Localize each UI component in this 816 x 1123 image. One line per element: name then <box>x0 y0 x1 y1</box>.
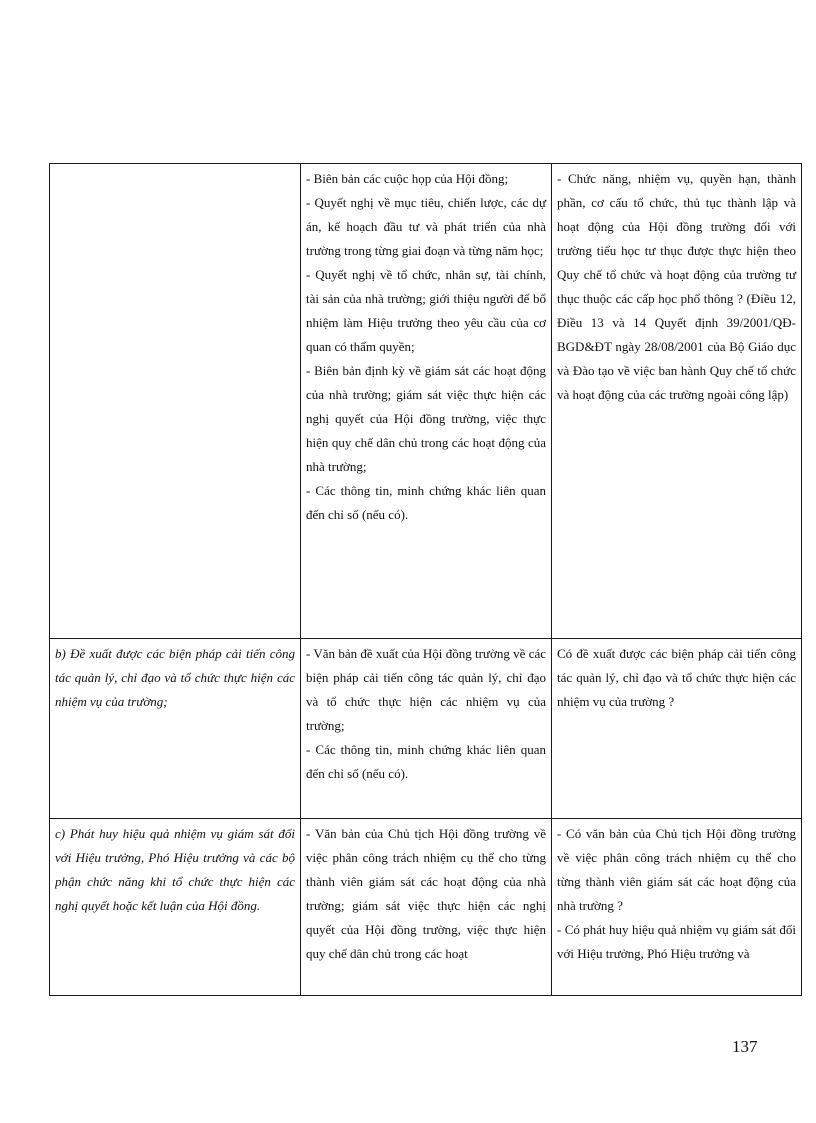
evidence-item: - Biên bản các cuộc họp của Hội đồng; <box>306 171 509 186</box>
criterion-text: c) Phát huy hiệu quả nhiệm vụ giám sát đối với Hiệu trưởng, Phó Hiệu trưởng và các bộ phận chức năng khi tổ chức thực hiện các nghị quyết hoặc kết luận của Hội đồng. <box>55 826 295 913</box>
document-table <box>49 163 802 996</box>
evidence-item: - Quyết nghị về mục tiêu, chiến lược, các dự án, kế hoạch đầu tư và phát triển của nhà trường trong từng giai đoạn và từng năm học; <box>306 195 546 258</box>
evidence-cell <box>301 164 552 639</box>
page-number: 137 <box>732 1037 758 1056</box>
guidance-cell <box>552 639 802 819</box>
evidence-item: - Biên bản định kỳ về giám sát các hoạt động của nhà trường; giám sát việc thực hiện các nghị quyết của Hội đồng trường, việc thực hiện quy chế dân chủ trong các hoạt động của nhà trường; <box>306 363 546 474</box>
evidence-item: - Các thông tin, minh chứng khác liên quan đến chỉ số (nếu có). <box>306 742 546 781</box>
criterion-cell <box>50 819 301 996</box>
guidance-cell <box>552 164 802 639</box>
table-row <box>50 164 802 639</box>
evidence-item: - Văn bản của Chủ tịch Hội đồng trường về việc phân công trách nhiệm cụ thể cho từng thành viên giám sát các hoạt động của nhà trường; giám sát việc thực hiện các nghị quyết của Hội đồng trường, việc thực hiện quy chế dân chủ trong các hoạt <box>306 826 546 961</box>
guidance-item: Có đề xuất được các biện pháp cải tiến công tác quản lý, chỉ đạo và tổ chức thực hiện các nhiệm vụ của trường ? <box>557 646 796 709</box>
criterion-cell <box>50 639 301 819</box>
table-row <box>50 819 802 996</box>
evidence-item: - Quyết nghị về tổ chức, nhân sự, tài chính, tài sản của nhà trường; giới thiệu người để bổ nhiệm làm Hiệu trưởng theo yêu cầu của cơ quan có thẩm quyền; <box>306 267 546 354</box>
evidence-cell <box>301 639 552 819</box>
evidence-item: - Các thông tin, minh chứng khác liên quan đến chỉ số (nếu có). <box>306 483 546 522</box>
guidance-item: - Có phát huy hiệu quả nhiệm vụ giám sát đối với Hiệu trưởng, Phó Hiệu trưởng và <box>557 922 796 961</box>
guidance-item: - Có văn bản của Chủ tịch Hội đồng trường về việc phân công trách nhiệm cụ thể cho từng thành viên giám sát các hoạt động của nhà trường ? <box>557 826 796 913</box>
criterion-text: b) Đề xuất được các biện pháp cải tiến công tác quản lý, chỉ đạo và tổ chức thực hiện các nhiệm vụ của trường; <box>55 646 295 709</box>
evidence-item: - Văn bản đề xuất của Hội đồng trường về các biện pháp cải tiến công tác quản lý, chỉ đạo và tổ chức thực hiện các nhiệm vụ của trường; <box>306 646 546 733</box>
guidance-item: - Chức năng, nhiệm vụ, quyền hạn, thành phần, cơ cấu tổ chức, thủ tục thành lập và hoạt động của Hội đồng trường đối với trường tiểu học tư thục được thực hiện theo Quy chế tổ chức và hoạt động của trường tư thục thuộc các cấp học phổ thông ? (Điều 12, Điều 13 và 14 Quyết định 39/2001/QĐ-BGD&ĐT ngày 28/08/2001 của Bộ Giáo dục và Đào tạo về việc ban hành Quy chế tổ chức và hoạt động của các trường ngoài công lập) <box>557 171 796 402</box>
guidance-cell <box>552 819 802 996</box>
table-row <box>50 639 802 819</box>
evidence-cell <box>301 819 552 996</box>
criterion-cell <box>50 164 301 639</box>
